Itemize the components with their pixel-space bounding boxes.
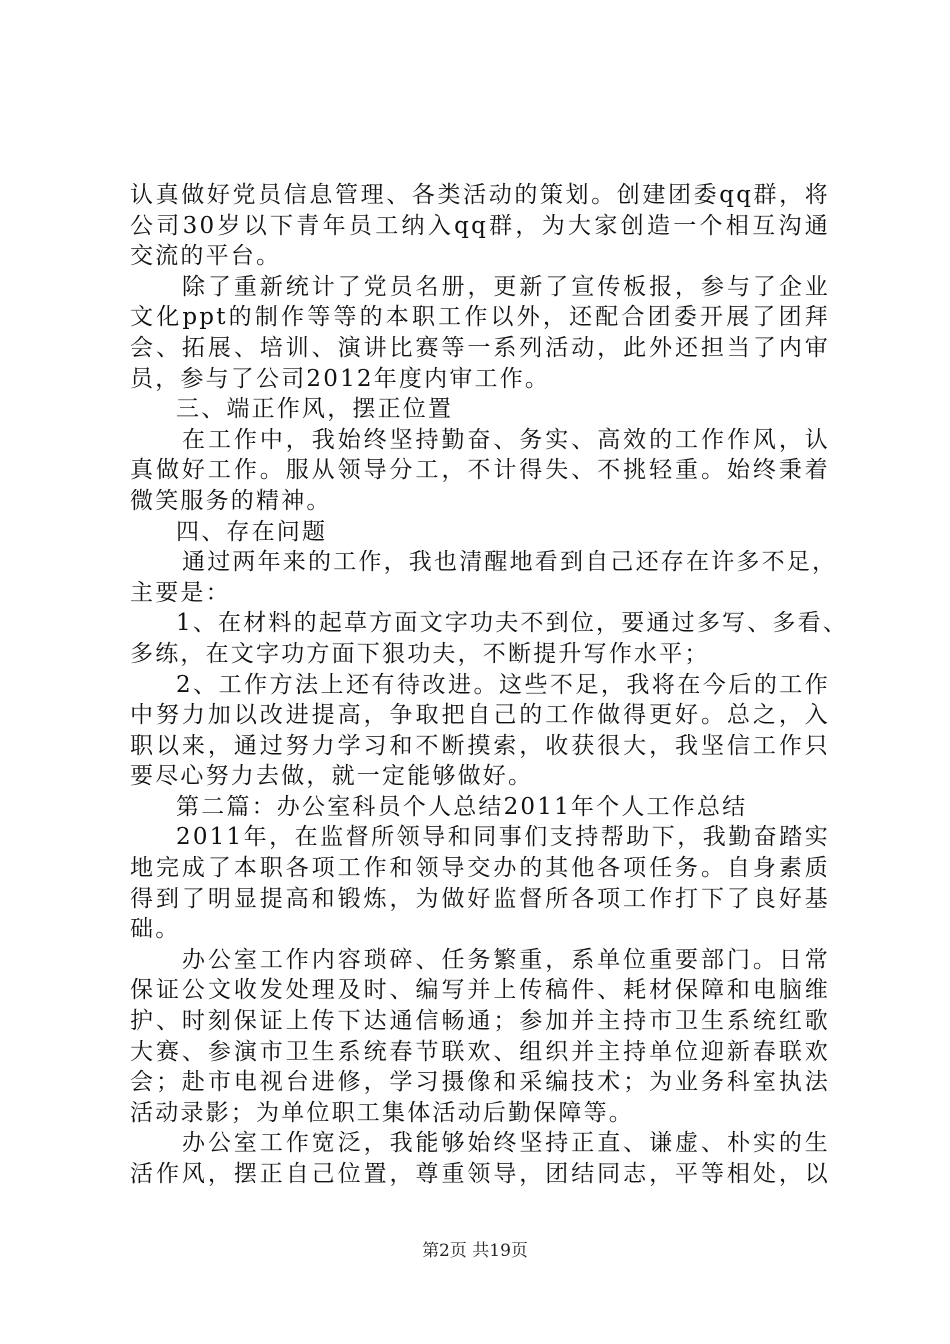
page-number-footer: 第2页 共19页	[422, 1241, 528, 1261]
text-line: 护、时刻保证上传下达通信畅通；参加并主持市卫生系统红歌	[130, 1008, 830, 1035]
text-line: 地完成了本职各项工作和领导交办的其他各项任务。自身素质	[130, 855, 830, 882]
text-line: 通过两年来的工作，我也清醒地看到自己还存在许多不足，	[182, 549, 838, 576]
text-line: 微笑服务的精神。	[130, 487, 332, 514]
text-line: 得到了明显提高和锻炼，为做好监督所各项工作打下了良好基	[130, 885, 830, 912]
text-line: 真做好工作。服从领导分工，不计得失、不挑轻重。始终秉着	[130, 457, 830, 484]
text-line: 公司30岁以下青年员工纳入qq群，为大家创造一个相互沟通	[130, 212, 830, 239]
text-line: 2011年，在监督所领导和同事们支持帮助下，我勤奋踏实	[176, 824, 830, 851]
text-line: 办公室工作宽泛，我能够始终坚持正直、谦虚、朴实的生	[182, 1130, 830, 1157]
text-line: 办公室工作内容琐碎、任务繁重，系单位重要部门。日常	[182, 946, 830, 973]
text-line: 多练，在文字功方面下狠功夫，不断提升写作水平；	[130, 640, 710, 667]
text-line: 活作风，摆正自己位置，尊重领导，团结同志，平等相处，以	[130, 1161, 830, 1187]
text-line: 四、存在问题	[176, 518, 328, 545]
text-line: 除了重新统计了党员名册，更新了宣传板报，参与了企业	[182, 273, 830, 300]
text-line: 第二篇：办公室科员个人总结2011年个人工作总结	[176, 793, 748, 820]
text-line: 认真做好党员信息管理、各类活动的策划。创建团委qq群，将	[130, 182, 830, 208]
text-line: 在工作中，我始终坚持勤奋、务实、高效的工作作风，认	[182, 426, 830, 453]
text-line: 会；赴市电视台进修，学习摄像和采编技术；为业务科室执法	[130, 1069, 830, 1096]
text-line: 交流的平台。	[130, 243, 282, 270]
text-line: 中努力加以改进提高，争取把自己的工作做得更好。总之，入	[130, 702, 830, 729]
text-line: 主要是：	[130, 579, 231, 606]
text-line: 础。	[130, 916, 181, 943]
document-body	[130, 180, 849, 1190]
text-line: 员，参与了公司2012年度内审工作。	[130, 365, 551, 392]
text-line: 三、端正作风，摆正位置	[176, 396, 454, 423]
text-line: 职以来，通过努力学习和不断摸索，收获很大，我坚信工作只	[130, 732, 830, 759]
text-line: 文化ppt的制作等等的本职工作以外，还配合团委开展了团拜	[130, 304, 830, 331]
text-line: 大赛、参演市卫生系统春节联欢、组织并主持单位迎新春联欢	[130, 1038, 830, 1065]
text-line: 1、在材料的起草方面文字功夫不到位，要通过多写、多看、	[176, 610, 849, 637]
text-line: 保证公文收发处理及时、编写并上传稿件、耗材保障和电脑维	[130, 977, 830, 1004]
text-line: 会、拓展、培训、演讲比赛等一系列活动，此外还担当了内审	[130, 334, 830, 361]
text-line: 2、工作方法上还有待改进。这些不足，我将在今后的工作	[176, 671, 830, 698]
text-line: 要尽心努力去做，就一定能够做好。	[130, 763, 534, 790]
text-line: 活动录影；为单位职工集体活动后勤保障等。	[130, 1099, 634, 1126]
